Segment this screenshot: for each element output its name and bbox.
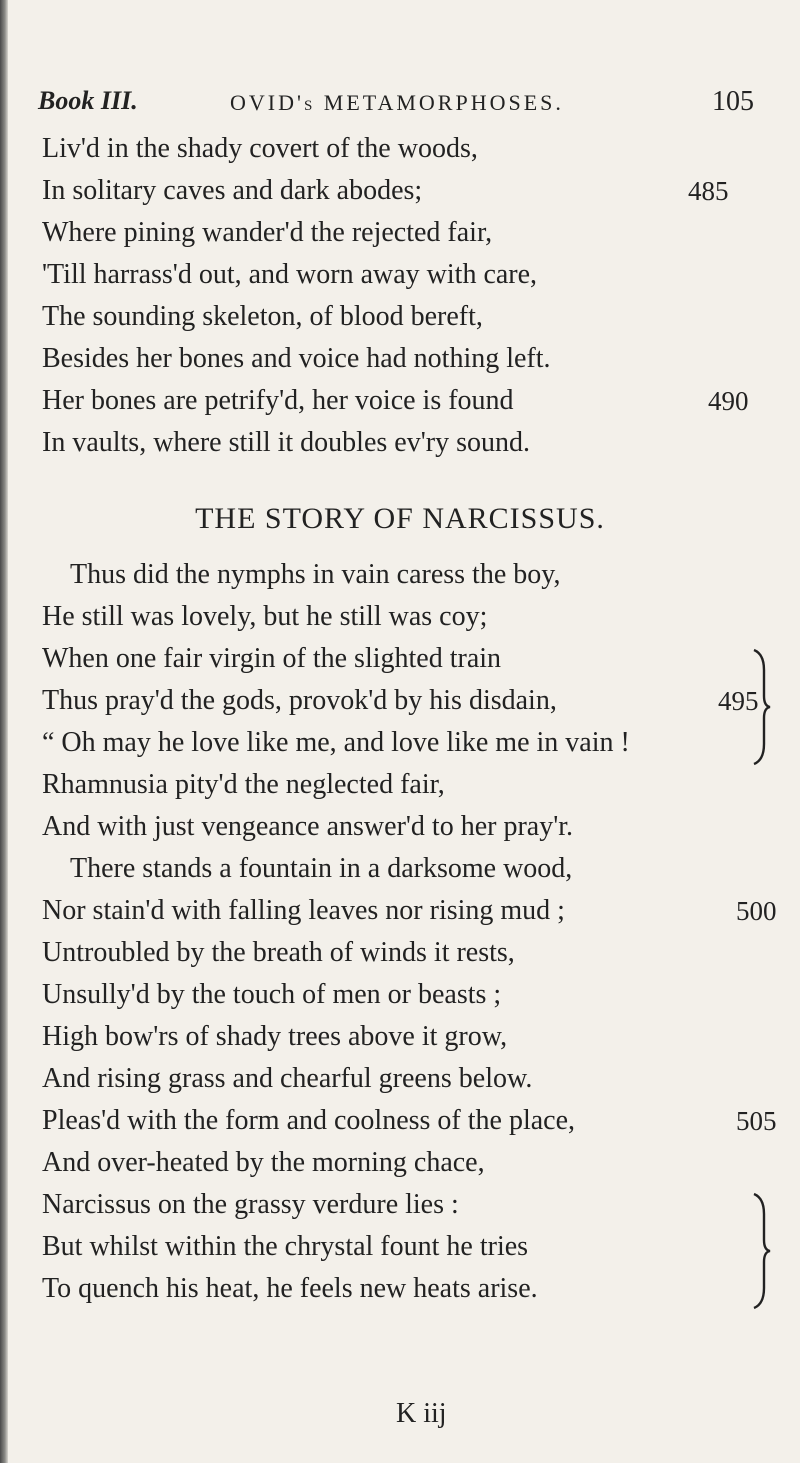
triplet-brace: [750, 1192, 772, 1310]
running-head: [38, 86, 758, 126]
verse-line: Thus pray'd the gods, provok'd by his disdain,: [42, 685, 557, 716]
verse-line: Nor stain'd with falling leaves nor rising mud ;: [42, 895, 565, 926]
triplet-brace: [750, 648, 772, 766]
verse-line: “ Oh may he love like me, and love like me in vain !: [42, 727, 630, 758]
signature-mark: K iij: [396, 1398, 447, 1429]
verse-line: To quench his heat, he feels new heats arise.: [42, 1273, 538, 1304]
line-number: 485: [688, 176, 729, 206]
verse-line: 'Till harrass'd out, and worn away with care,: [42, 259, 538, 290]
verse-line: When one fair virgin of the slighted train: [42, 643, 502, 674]
line-number: 505: [736, 1106, 777, 1136]
verse-line: High bow'rs of shady trees above it grow,: [42, 1021, 508, 1052]
verse-line: But whilst within the chrystal fount he tries: [42, 1231, 529, 1262]
verse-line: In solitary caves and dark abodes;: [42, 175, 423, 206]
line-number: 500: [736, 896, 777, 926]
verse-line: Unsully'd by the touch of men or beasts ;: [42, 979, 502, 1010]
verse-line: Her bones are petrify'd, her voice is found: [42, 385, 514, 416]
verse-line: Narcissus on the grassy verdure lies :: [42, 1189, 459, 1220]
verse-line: Thus did the nymphs in vain caress the boy,: [70, 559, 561, 590]
verse-line: The sounding skeleton, of blood bereft,: [42, 301, 483, 332]
section-heading: THE STORY OF NARCISSUS.: [195, 502, 605, 535]
line-number: 495: [718, 686, 759, 716]
verse-line: Besides her bones and voice had nothing left.: [42, 343, 551, 374]
running-head-title: OVID's METAMORPHOSES.: [230, 90, 564, 115]
verse-line: Liv'd in the shady covert of the woods,: [42, 133, 478, 164]
verse-line: Untroubled by the breath of winds it rests,: [42, 937, 515, 968]
verse-line: And rising grass and chearful greens below.: [42, 1063, 533, 1094]
line-number: 490: [708, 386, 749, 416]
verse-line: There stands a fountain in a darksome wood,: [70, 853, 573, 884]
verse-line: Pleas'd with the form and coolness of the place,: [42, 1105, 576, 1136]
verse-line: And over-heated by the morning chace,: [42, 1147, 485, 1178]
verse-line: And with just vengeance answer'd to her pray'r.: [42, 811, 574, 842]
verse-line: In vaults, where still it doubles ev'ry sound.: [42, 427, 530, 458]
running-head-book: Book III.: [38, 86, 138, 115]
verse-line: He still was lovely, but he still was coy;: [42, 601, 488, 632]
verse-line: Rhamnusia pity'd the neglected fair,: [42, 769, 445, 800]
verse-line: Where pining wander'd the rejected fair,: [42, 217, 493, 248]
page-number: 105: [712, 86, 754, 117]
